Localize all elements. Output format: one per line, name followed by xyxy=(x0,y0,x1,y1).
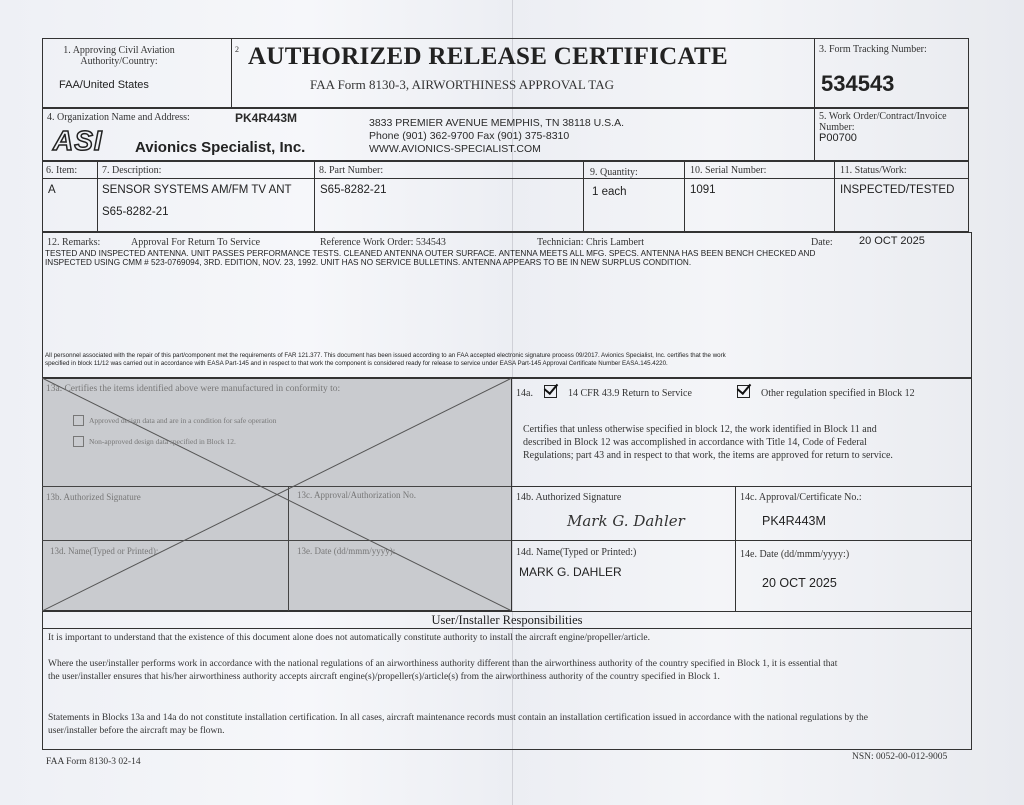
company-address: 3833 PREMIER AVENUE MEMPHIS, TN 38118 U.S.A. xyxy=(369,117,625,129)
description-line-2: S65-8282-21 xyxy=(102,206,169,218)
remarks-technician: Technician: Chris Lambert xyxy=(537,237,645,248)
company-contact xyxy=(369,117,624,156)
remarks-label: 12. Remarks: xyxy=(47,237,101,248)
block-14e-label: 14e. Date (dd/mmm/yyyy:) xyxy=(740,549,850,560)
form-tracking-number: 534543 xyxy=(821,71,895,96)
block-5 xyxy=(814,108,969,161)
company-phone: Phone (901) 362-9700 Fax (901) 375-8310 xyxy=(369,130,570,142)
block-14c-label: 14c. Approval/Certificate No.: xyxy=(740,492,862,503)
description-header: 7. Description: xyxy=(102,165,162,176)
quantity-value: 1 each xyxy=(592,186,627,198)
status-work-value: INSPECTED/TESTED xyxy=(840,184,955,196)
remarks-date-label: Date: xyxy=(811,237,833,248)
item-value: A xyxy=(48,184,56,196)
block-13a-option-1: Approved design data and are in a condition for safe operation xyxy=(89,416,277,425)
approval-certificate-number: PK4R443M xyxy=(762,514,826,528)
serial-number-header: 10. Serial Number: xyxy=(690,165,767,176)
col-divider xyxy=(314,161,315,232)
block-5-label: 5. Work Order/Contract/Invoice Number: xyxy=(819,111,947,133)
items-table xyxy=(42,161,969,232)
work-order-number: P00700 xyxy=(819,132,857,144)
block-14d-label: 14d. Name(Typed or Printed:) xyxy=(516,547,637,558)
block-1-value: FAA/United States xyxy=(59,79,149,91)
block-13b-label: 13b. Authorized Signature xyxy=(46,492,141,502)
block-14e xyxy=(735,540,972,612)
items-header-divider xyxy=(42,178,969,179)
authorized-signature: Mark G. Dahler xyxy=(567,512,685,530)
part-number-value: S65-8282-21 xyxy=(320,184,387,196)
block-1 xyxy=(42,38,232,108)
checkbox-other-regulation-checked[interactable] xyxy=(737,385,750,398)
block-14a-label: 14a. xyxy=(516,388,533,399)
block-13a-checkbox-1 xyxy=(73,415,84,426)
block-2-number: 2 xyxy=(235,45,239,54)
block-4 xyxy=(42,108,815,161)
nsn-footer: NSN: 0052-00-012-9005 xyxy=(852,752,948,762)
block-3-label: 3. Form Tracking Number: xyxy=(819,44,927,55)
certificate-title: AUTHORIZED RELEASE CERTIFICATE xyxy=(248,43,728,70)
block-14b-label: 14b. Authorized Signature xyxy=(516,492,622,503)
block-13c-label: 13c. Approval/Authorization No. xyxy=(297,490,416,500)
block-14a-certification-text: Certifies that unless otherwise specified in block 12, the work identified in Block 11 and described in Block 12 was accomplished in accordance with Title 14, Code of Federal Regulations; part 43 and in respect to that work, the items are approved for return to service. xyxy=(523,424,893,461)
block-14a xyxy=(511,378,972,487)
authorization-date: 20 OCT 2025 xyxy=(762,576,837,590)
block-13d-label: 13d. Name(Typed or Printed): xyxy=(50,546,159,556)
user-installer-title: User/Installer Responsibilities xyxy=(431,613,583,627)
block-13e-label: 13e. Date (dd/mmm/yyyy): xyxy=(297,546,396,556)
remarks-line-2: INSPECTED USING CMM # 523-0769094, 3RD. EDITION, NOV. 23, 1992. UNIT HAS NO SERVICE BULLETINS. ANTENNA APPEARS TO BE IN NEW SURPLUS CONDITION. xyxy=(45,258,692,267)
block-13a-option-2: Non-approved design data specified in Block 12. xyxy=(89,437,236,446)
user-installer-divider xyxy=(43,628,971,629)
remarks-date: 20 OCT 2025 xyxy=(859,235,925,247)
asi-logo xyxy=(53,125,129,157)
description-line-1: SENSOR SYSTEMS AM/FM TV ANT xyxy=(102,184,292,196)
remarks-approval: Approval For Return To Service xyxy=(131,237,261,248)
company-name: Avionics Specialist, Inc. xyxy=(135,139,306,156)
certificate-subtitle: FAA Form 8130-3, AIRWORTHINESS APPROVAL TAG xyxy=(310,77,614,92)
block-13a-checkbox-2 xyxy=(73,436,84,447)
user-paragraph-3: Statements in Blocks 13a and 14a do not constitute installation certification. In all cases, aircraft maintenance records must contain an installation certification issued in accordance with the national regulations by the user/installer before the aircraft may be flown. xyxy=(48,713,868,736)
asi-logo-text: ASI xyxy=(53,125,103,156)
authorized-name: MARK G. DAHLER xyxy=(519,565,622,579)
block-14d xyxy=(511,540,736,612)
checkbox-14cfr-checked[interactable] xyxy=(544,385,557,398)
company-website: WWW.AVIONICS-SPECIALIST.COM xyxy=(369,143,541,155)
form-number-footer: FAA Form 8130-3 02-14 xyxy=(46,757,141,767)
block-12-remarks xyxy=(42,232,972,378)
user-paragraph-2: Where the user/installer performs work in accordance with the national regulations of an airworthiness authority different than the airworthiness authority of the country specified in Block 1, it is essential that the user/installer ensures that his/her airworthiness authority accepts aircraft engine(s)/propeller(s)/article(s) from the airworthiness authority of the country specified in Block 1. xyxy=(48,659,838,682)
col-divider xyxy=(684,161,685,232)
item-header: 6. Item: xyxy=(46,165,78,176)
remarks-footnote-1: All personnel associated with the repair of this part/component met the requirements of FAR 121.377. This document has been issued according to an FAA accepted electronic signature process 09/2017. Avionics Specialist, Inc. certifies that the work xyxy=(45,352,726,359)
remarks-reference: Reference Work Order: 534543 xyxy=(320,237,446,248)
user-installer-section xyxy=(42,611,972,750)
col-divider xyxy=(583,161,584,232)
block-14c xyxy=(735,486,972,541)
user-paragraph-1: It is important to understand that the existence of this document alone does not automatically constitute authority to install the aircraft engine/propeller/article. xyxy=(48,633,651,643)
serial-number-value: 1091 xyxy=(690,184,716,196)
block-4-label: 4. Organization Name and Address: xyxy=(47,112,190,123)
quantity-header: 9. Quantity: xyxy=(590,167,638,178)
remarks-line-1: TESTED AND INSPECTED ANTENNA. UNIT PASSES PERFORMANCE TESTS. CLEANED ANTENNA OUTER SURFACE. ANTENNA MEETS ALL MFG. SPECS. ANTENNA HAS BEEN BENCH CHECKED AND xyxy=(45,249,816,258)
block-14a-option-2: Other regulation specified in Block 12 xyxy=(761,388,915,399)
block-14b xyxy=(511,486,736,541)
col-divider xyxy=(834,161,835,232)
col-divider xyxy=(97,161,98,232)
block-3 xyxy=(814,38,969,108)
block-1-label: 1. Approving Civil Aviation Authority/Country: xyxy=(63,45,175,67)
block-14a-option-1: 14 CFR 43.9 Return to Service xyxy=(568,388,692,399)
block-2 xyxy=(231,38,815,108)
organization-code: PK4R443M xyxy=(235,111,298,125)
remarks-footnote-2: specified in block 11/12 was carried out in accordance with EASA Part-145 and in respect to that work the component is considered ready for release to service under EASA Part-145 Approval Certificate Number EASA.145.4220. xyxy=(45,360,668,367)
status-work-header: 11. Status/Work: xyxy=(840,165,907,176)
block-13a-label: 13a. Certifies the items identified above were manufactured in conformity to: xyxy=(46,384,341,394)
part-number-header: 8. Part Number: xyxy=(319,165,384,176)
